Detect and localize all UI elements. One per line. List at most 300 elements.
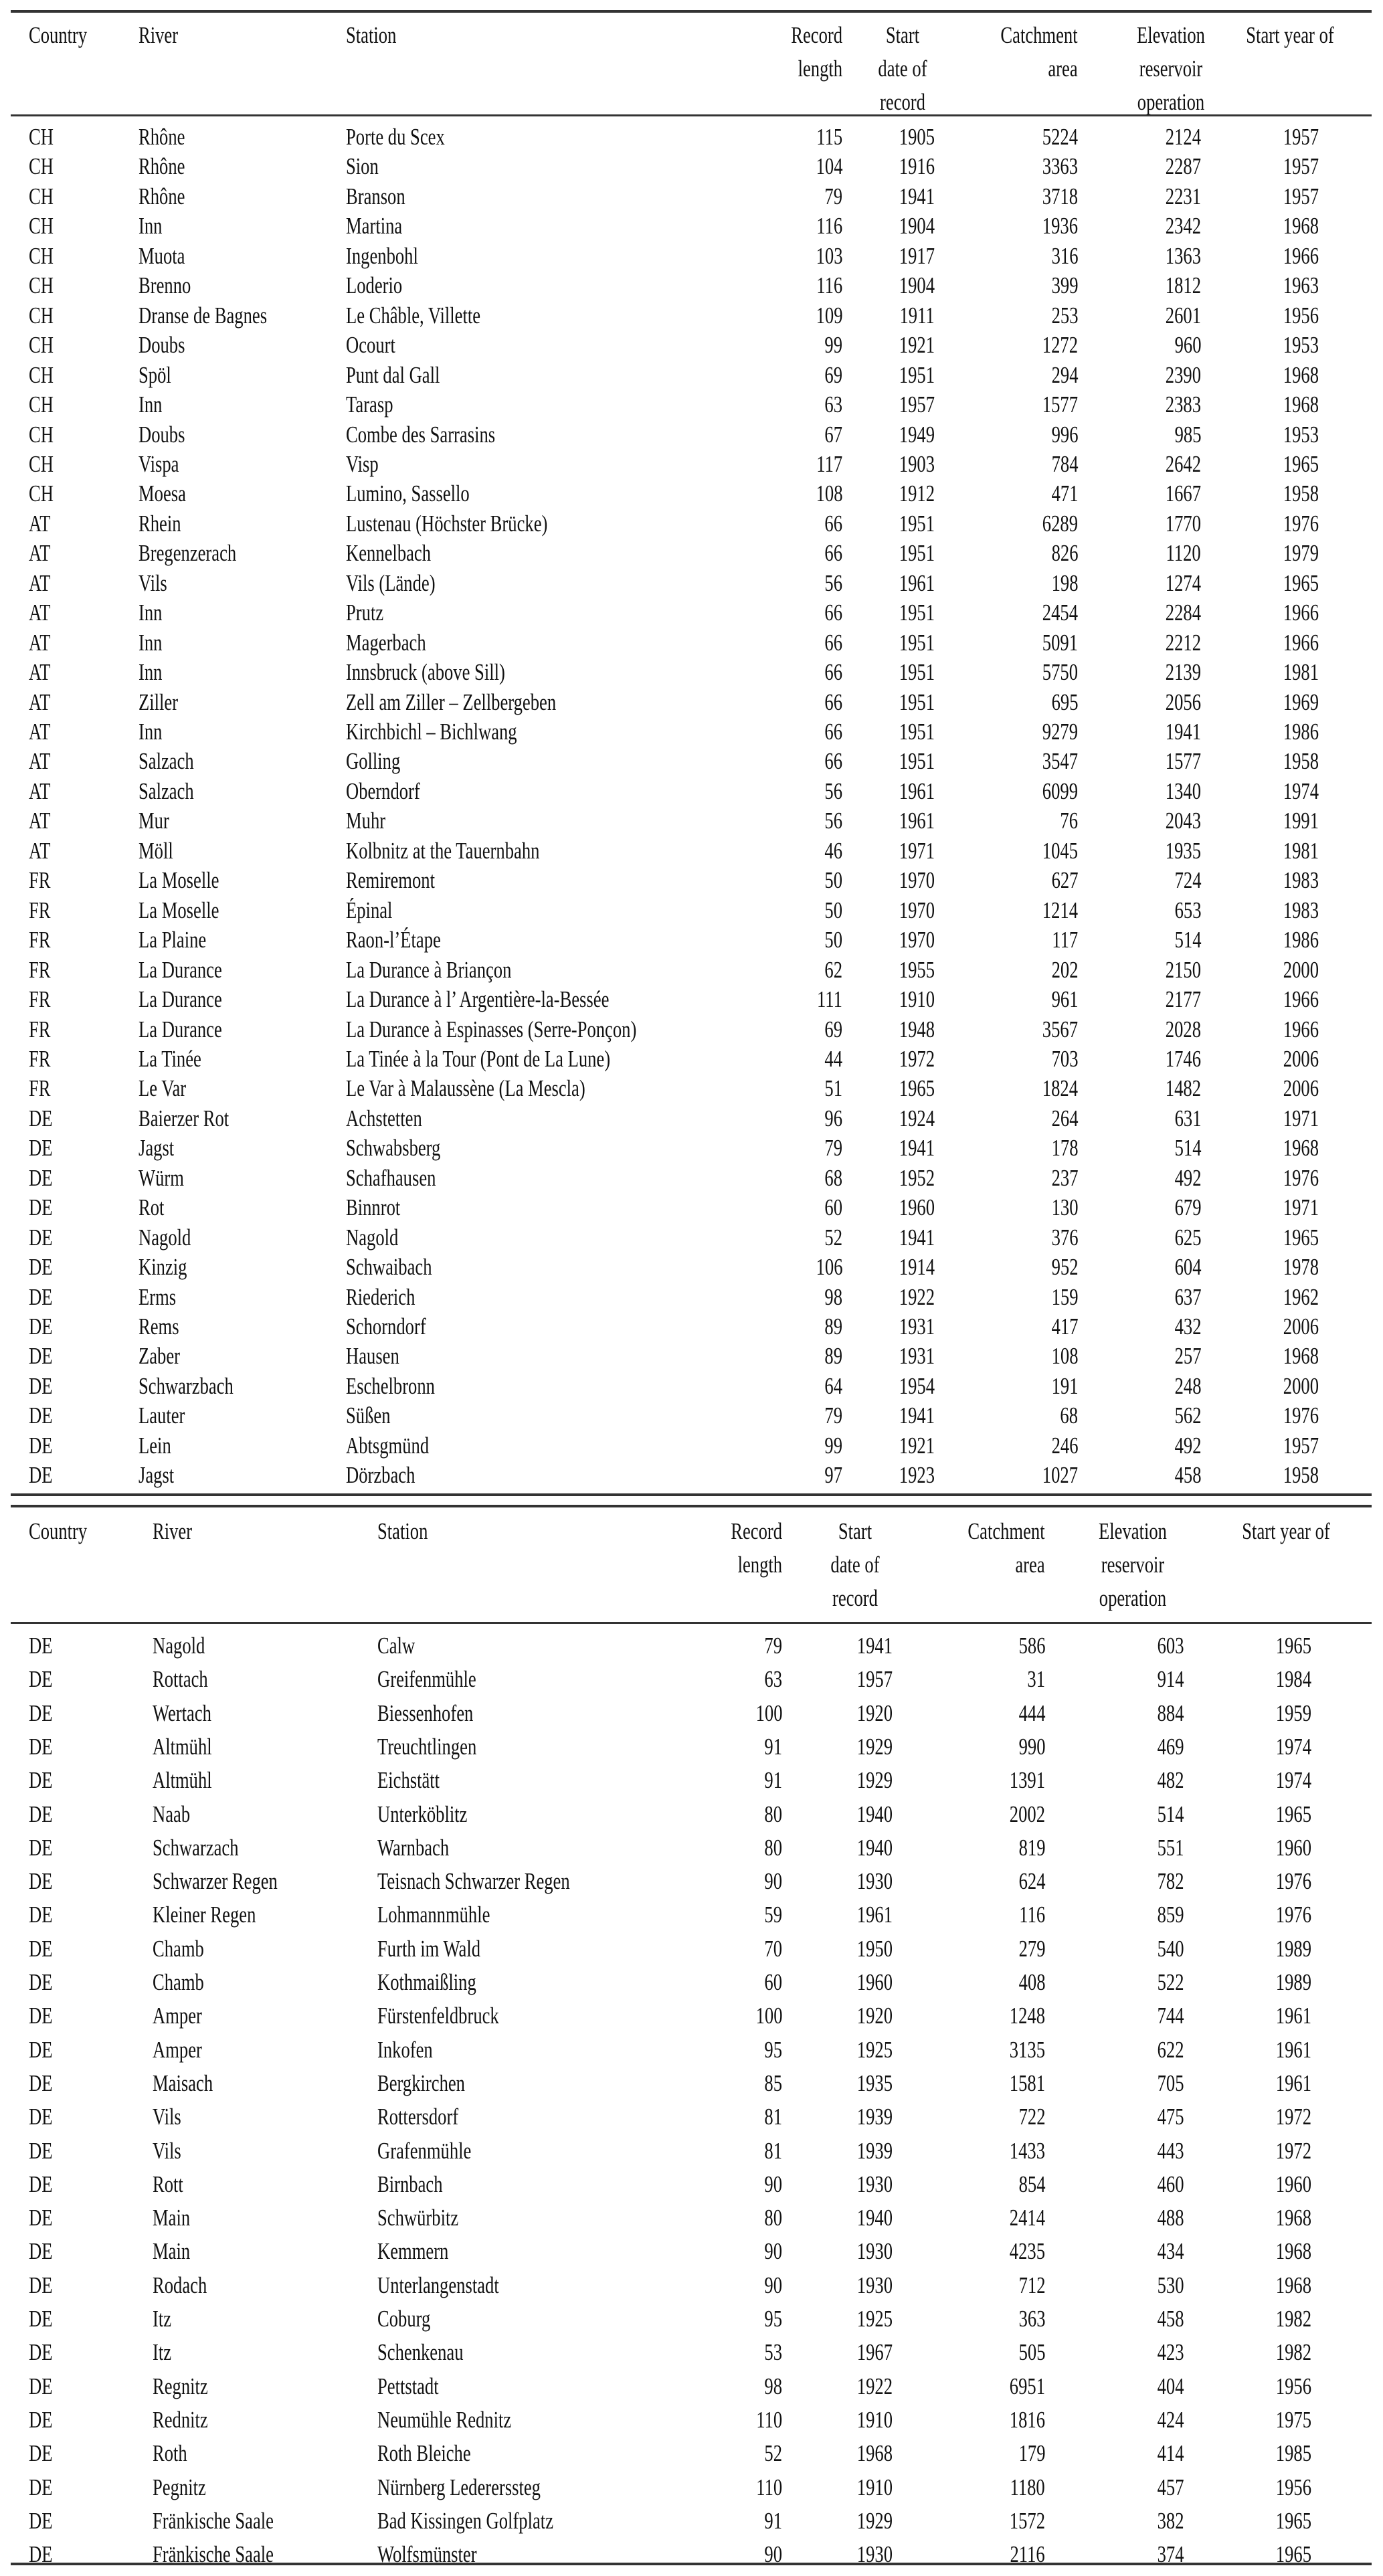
- cell-catchment: [1010, 2170, 1046, 2199]
- cell-text: Schwarzbach: [139, 1372, 234, 1399]
- cell-text: DE: [29, 1224, 53, 1251]
- cell-text: 1983: [1283, 897, 1319, 923]
- cell-text: 60: [824, 1194, 842, 1221]
- cell-text: 703: [1051, 1045, 1078, 1072]
- cell-start-date: [846, 1968, 893, 1997]
- cell-text: 1572: [1009, 2507, 1045, 2534]
- cell-text: CH: [29, 480, 54, 507]
- table-row: [0, 1461, 1383, 1490]
- cell-text: 782: [1157, 1868, 1184, 1895]
- cell-record-length: [819, 1372, 842, 1401]
- cell-text: DE: [29, 1343, 53, 1370]
- cell-start-year: [1265, 2237, 1311, 2266]
- cell-record-length: [759, 2271, 782, 2300]
- cell-start-date: [846, 2271, 893, 2300]
- cell-text: 514: [1174, 927, 1201, 953]
- cell-elevation: [1149, 2170, 1184, 2199]
- cell-text: Nagold: [346, 1224, 399, 1251]
- cell-text: 432: [1174, 1313, 1201, 1340]
- cell-text: Dranse de Bagnes: [139, 302, 268, 329]
- cell-country: [29, 955, 58, 985]
- cell-text: 1969: [1283, 688, 1319, 715]
- cell-start-date: [846, 2506, 893, 2536]
- cell-text: 376: [1051, 1224, 1078, 1251]
- cell-text: 51: [824, 1075, 842, 1102]
- cell-text: 1912: [899, 480, 935, 507]
- cell-river: [139, 301, 308, 331]
- cell-text: 1951: [899, 748, 935, 775]
- cell-start-date: [888, 598, 935, 628]
- cell-record-length: [819, 361, 842, 390]
- cell-record-length: [819, 509, 842, 539]
- cell-text: DE: [29, 2272, 53, 2298]
- cell-text: 90: [764, 1868, 782, 1895]
- cell-start-year: [1272, 1044, 1319, 1074]
- cell-text: Naab: [153, 1801, 191, 1827]
- cell-text: 63: [824, 391, 842, 418]
- cell-station: [377, 2136, 501, 2166]
- cell-text: DE: [29, 1432, 53, 1459]
- cell-text: 85: [764, 2069, 782, 2096]
- cell-station: [346, 152, 389, 181]
- table-row: [0, 182, 1383, 211]
- cell-record-length: [759, 2203, 782, 2233]
- header-line: Record: [791, 22, 842, 48]
- table-row: [0, 1431, 1383, 1461]
- cell-start-date: [888, 122, 935, 152]
- table-row: [0, 1631, 1383, 1661]
- cell-text: 1961: [899, 777, 935, 804]
- cell-start-date: [846, 2102, 893, 2132]
- cell-catchment: [1043, 1253, 1079, 1282]
- cell-river: [139, 1283, 188, 1312]
- table-row: [0, 2540, 1383, 2569]
- cell-text: 1972: [1275, 2137, 1311, 2164]
- cell-country: [29, 1133, 60, 1163]
- cell-text: 1120: [1166, 540, 1201, 567]
- cell-text: Rhône: [139, 183, 185, 209]
- cell-start-year: [1272, 628, 1319, 658]
- column-header-start-year: [1186, 1515, 1383, 1548]
- cell-text: 1972: [899, 1045, 935, 1072]
- cell-text: 1968: [1275, 2238, 1311, 2265]
- cell-start-date: [888, 242, 935, 271]
- cell-text: Salzach: [139, 777, 194, 804]
- table-row: [0, 1766, 1383, 1795]
- cell-country: [29, 509, 58, 539]
- cell-catchment: [1043, 1283, 1079, 1312]
- cell-text: 46: [824, 837, 842, 864]
- cell-country: [29, 2540, 60, 2569]
- cell-record-length: [759, 2237, 782, 2266]
- cell-river: [153, 1867, 317, 1896]
- cell-country: [29, 420, 62, 450]
- cell-text: 1970: [899, 927, 935, 953]
- cell-text: 1989: [1275, 1969, 1311, 1995]
- cell-start-year: [1265, 2506, 1311, 2536]
- cell-start-date: [888, 1372, 935, 1401]
- cell-text: Schwürbitz: [377, 2205, 459, 2231]
- cell-text: 603: [1157, 1633, 1184, 1659]
- cell-elevation: [1166, 1461, 1202, 1490]
- cell-record-length: [819, 866, 842, 895]
- cell-country: [29, 2439, 60, 2468]
- cell-country: [29, 2304, 60, 2334]
- cell-river: [139, 628, 170, 658]
- cell-text: 5091: [1042, 629, 1078, 656]
- cell-text: 1961: [856, 1902, 893, 1928]
- cell-station: [346, 1193, 418, 1222]
- cell-text: 5224: [1042, 124, 1078, 150]
- cell-text: Jagst: [139, 1135, 175, 1162]
- cell-elevation: [1149, 2506, 1184, 2536]
- cell-station: [377, 2372, 458, 2401]
- cell-elevation: [1166, 1133, 1202, 1163]
- cell-station: [346, 1372, 463, 1401]
- cell-catchment: [1031, 628, 1078, 658]
- column-header-station: [346, 19, 412, 52]
- cell-elevation: [1166, 925, 1202, 955]
- cell-country: [29, 1431, 60, 1461]
- cell-text: La Durance à l’ Argentière-la-Bessée: [346, 986, 610, 1013]
- table-row: [0, 420, 1383, 450]
- cell-text: Eschelbronn: [346, 1372, 435, 1399]
- table-row: [0, 2069, 1383, 2098]
- cell-start-date: [888, 1015, 935, 1044]
- header-line: date of: [878, 56, 927, 82]
- cell-text: La Tinée à la Tour (Pont de La Lune): [346, 1045, 611, 1072]
- cell-text: Unterlangenstadt: [377, 2272, 499, 2298]
- cell-start-date: [888, 658, 935, 687]
- cell-record-length: [759, 2338, 782, 2367]
- cell-text: 6289: [1042, 510, 1078, 537]
- cell-record-length: [819, 1342, 842, 1371]
- cell-text: Baierzer Rot: [139, 1105, 229, 1131]
- cell-text: 90: [764, 2171, 782, 2197]
- cell-text: DE: [29, 2205, 53, 2231]
- cell-text: Rottach: [153, 1666, 208, 1693]
- cell-country: [29, 896, 58, 925]
- cell-text: 1979: [1283, 540, 1319, 567]
- cell-text: Oberndorf: [346, 777, 420, 804]
- cell-catchment: [1010, 1934, 1046, 1964]
- cell-start-year: [1272, 450, 1319, 479]
- cell-text: Warnbach: [377, 1834, 450, 1861]
- cell-country: [29, 242, 62, 271]
- cell-text: Remiremont: [346, 867, 435, 894]
- cell-station: [377, 1900, 526, 1930]
- cell-start-year: [1265, 1631, 1311, 1661]
- cell-text: Raon-l’Étape: [346, 927, 441, 953]
- cell-text: 1667: [1165, 480, 1201, 507]
- cell-text: 1951: [899, 540, 935, 567]
- cell-start-year: [1265, 2304, 1311, 2334]
- cell-text: 1983: [1283, 867, 1319, 894]
- cell-river: [139, 361, 181, 390]
- cell-catchment: [1031, 1074, 1078, 1103]
- cell-text: AT: [29, 510, 51, 537]
- cell-river: [139, 866, 244, 895]
- cell-text: AT: [29, 777, 51, 804]
- cell-country: [29, 1699, 60, 1728]
- cell-catchment: [1043, 985, 1079, 1014]
- cell-country: [29, 866, 58, 895]
- cell-text: 1965: [1283, 450, 1319, 477]
- cell-river: [153, 2271, 224, 2300]
- cell-text: Nürnberg Ledererssteg: [377, 2474, 541, 2500]
- cell-start-date: [888, 628, 935, 658]
- cell-river: [139, 806, 179, 836]
- cell-text: Maisach: [153, 2069, 213, 2096]
- cell-text: Achstetten: [346, 1105, 422, 1131]
- cell-start-date: [888, 1283, 935, 1312]
- cell-station: [377, 1732, 508, 1762]
- cell-start-year: [1272, 1223, 1319, 1253]
- cell-river: [153, 2203, 202, 2233]
- cell-text: 1770: [1165, 510, 1201, 537]
- cell-catchment: [998, 2203, 1045, 2233]
- cell-river: [153, 2001, 217, 2031]
- cell-text: 514: [1157, 1801, 1184, 1827]
- cell-text: 586: [1018, 1633, 1045, 1659]
- cell-river: [139, 331, 199, 360]
- cell-text: Inn: [139, 213, 163, 240]
- table-row: [0, 1665, 1383, 1694]
- cell-start-year: [1265, 1934, 1311, 1964]
- cell-country: [29, 2237, 60, 2266]
- header-line: Elevation: [1137, 22, 1205, 48]
- cell-start-date: [846, 2540, 893, 2569]
- cell-text: 1581: [1009, 2069, 1045, 2096]
- cell-start-date: [846, 1900, 893, 1930]
- table-row: [0, 569, 1383, 598]
- cell-catchment: [1010, 2102, 1046, 2132]
- cell-text: 2000: [1283, 1372, 1319, 1399]
- cell-text: Doubs: [139, 332, 185, 359]
- cell-text: 1959: [1275, 1699, 1311, 1726]
- cell-text: Inn: [139, 629, 163, 656]
- cell-catchment: [998, 2506, 1045, 2536]
- cell-text: 103: [816, 242, 842, 269]
- cell-text: 1976: [1275, 1902, 1311, 1928]
- cell-text: 1960: [1275, 1834, 1311, 1861]
- cell-text: 530: [1157, 2272, 1184, 2298]
- cell-text: Inn: [139, 719, 163, 745]
- cell-text: 1027: [1042, 1462, 1078, 1489]
- cell-record-length: [759, 2540, 782, 2569]
- cell-text: 1962: [1283, 1283, 1319, 1310]
- cell-record-length: [819, 182, 842, 211]
- cell-station: [377, 1665, 507, 1694]
- cell-station: [346, 271, 420, 300]
- cell-start-year: [1265, 2338, 1311, 2367]
- cell-text: 1433: [1009, 2137, 1045, 2164]
- cell-record-length: [819, 1133, 842, 1163]
- cell-record-length: [808, 450, 842, 479]
- cell-record-length: [819, 1312, 842, 1342]
- cell-text: Roth Bleiche: [377, 2440, 471, 2467]
- table-row: [0, 271, 1383, 300]
- header-line: Catchment: [967, 1518, 1045, 1544]
- cell-river: [139, 717, 170, 747]
- table-row: [0, 1193, 1383, 1222]
- cell-text: 66: [824, 748, 842, 775]
- cell-text: 69: [824, 361, 842, 388]
- cell-station: [346, 1283, 437, 1312]
- cell-elevation: [1149, 2338, 1184, 2367]
- table-row: [0, 1074, 1383, 1103]
- cell-text: Amper: [153, 2036, 202, 2063]
- cell-text: 1966: [1283, 629, 1319, 656]
- cell-text: Schwabsberg: [346, 1135, 441, 1162]
- cell-text: Kleiner Regen: [153, 1902, 256, 1928]
- cell-catchment: [1043, 866, 1079, 895]
- cell-text: Combe des Sarrasins: [346, 421, 496, 448]
- cell-text: Nagold: [139, 1224, 191, 1251]
- cell-text: 68: [824, 1164, 842, 1191]
- cell-text: Brenno: [139, 272, 191, 299]
- cell-station: [346, 420, 543, 450]
- cell-text: DE: [29, 2306, 53, 2332]
- cell-text: Inn: [139, 659, 163, 686]
- table-row: [0, 598, 1383, 628]
- cell-catchment: [999, 2540, 1045, 2569]
- cell-station: [377, 2271, 537, 2300]
- cell-text: CH: [29, 272, 54, 299]
- cell-record-length: [819, 1104, 842, 1133]
- cell-text: 89: [824, 1313, 842, 1340]
- cell-catchment: [1031, 1461, 1078, 1490]
- cell-start-date: [846, 2473, 893, 2502]
- cell-text: 9279: [1042, 719, 1078, 745]
- cell-text: 1965: [1275, 2541, 1311, 2568]
- cell-text: FR: [29, 1075, 51, 1102]
- cell-station: [377, 1833, 472, 1863]
- table-row: [0, 1900, 1383, 1930]
- cell-station: [346, 1401, 405, 1431]
- cell-river: [139, 658, 170, 687]
- cell-text: 1974: [1283, 777, 1319, 804]
- cell-text: 1974: [1275, 1733, 1311, 1760]
- cell-record-length: [819, 569, 842, 598]
- table-row: [0, 1867, 1383, 1896]
- cell-text: 104: [816, 153, 842, 180]
- cell-text: 237: [1051, 1164, 1078, 1191]
- cell-text: 482: [1157, 1767, 1184, 1794]
- cell-text: Le Châble, Villette: [346, 302, 481, 329]
- cell-elevation: [1166, 1431, 1202, 1461]
- cell-text: DE: [29, 1633, 53, 1659]
- cell-text: 1976: [1283, 1164, 1319, 1191]
- top-rule: [11, 10, 1372, 13]
- cell-text: 540: [1157, 1935, 1184, 1962]
- cell-start-year: [1265, 1732, 1311, 1762]
- cell-country: [29, 688, 58, 717]
- table-row: [0, 1223, 1383, 1253]
- cell-catchment: [1010, 2271, 1046, 2300]
- cell-text: 1905: [899, 124, 935, 150]
- cell-text: Inn: [139, 391, 163, 418]
- cell-record-length: [759, 2506, 782, 2536]
- header-line: Country: [29, 22, 88, 48]
- cell-text: Süßen: [346, 1402, 391, 1429]
- cell-country: [29, 1665, 60, 1694]
- table-row: [0, 2170, 1383, 2199]
- cell-start-year: [1272, 1431, 1319, 1461]
- cell-station: [346, 390, 408, 420]
- cell-text: 1272: [1042, 332, 1078, 359]
- cell-text: 624: [1018, 1868, 1045, 1895]
- cell-river: [139, 1312, 192, 1342]
- cell-text: 1340: [1165, 777, 1201, 804]
- cell-text: 1958: [1283, 1462, 1319, 1489]
- cell-country: [29, 1044, 58, 1074]
- cell-text: 505: [1018, 2339, 1045, 2366]
- cell-catchment: [998, 1766, 1045, 1795]
- cell-text: Altmühl: [153, 1733, 212, 1760]
- cell-start-year: [1272, 1253, 1319, 1282]
- cell-start-year: [1265, 2203, 1311, 2233]
- cell-start-year: [1272, 361, 1319, 390]
- cell-start-date: [888, 390, 935, 420]
- cell-text: 1812: [1165, 272, 1201, 299]
- cell-text: Punt dal Gall: [346, 361, 440, 388]
- cell-text: 1931: [899, 1313, 935, 1340]
- cell-text: 1985: [1275, 2440, 1311, 2467]
- cell-elevation: [1149, 1665, 1184, 1694]
- cell-start-year: [1272, 836, 1319, 866]
- cell-text: La Durance à Espinasses (Serre-Ponçon): [346, 1016, 637, 1042]
- cell-text: 1984: [1275, 1666, 1311, 1693]
- cell-text: 44: [824, 1045, 842, 1072]
- cell-text: 492: [1174, 1164, 1201, 1191]
- column-header-country: [29, 19, 106, 52]
- cell-start-year: [1265, 2102, 1311, 2132]
- cell-river: [153, 1665, 225, 1694]
- cell-text: 264: [1051, 1105, 1078, 1131]
- cell-elevation: [1149, 1833, 1184, 1863]
- cell-text: 1966: [1283, 600, 1319, 626]
- cell-text: 1961: [1275, 2069, 1311, 2096]
- cell-text: 1904: [899, 272, 935, 299]
- cell-text: Furth im Wald: [377, 1935, 481, 1962]
- cell-station: [346, 1074, 661, 1103]
- table-row: [0, 242, 1383, 271]
- cell-elevation: [1154, 1074, 1201, 1103]
- cell-start-year: [1272, 539, 1319, 568]
- cell-text: DE: [29, 1135, 53, 1162]
- cell-text: AT: [29, 540, 51, 567]
- cell-record-length: [819, 1074, 842, 1103]
- cell-elevation: [1166, 1372, 1202, 1401]
- cell-river: [153, 1699, 230, 1728]
- cell-text: 316: [1051, 242, 1078, 269]
- cell-start-date: [846, 1867, 893, 1896]
- cell-text: 1924: [899, 1105, 935, 1131]
- cell-text: 1180: [1010, 2474, 1045, 2500]
- cell-text: 116: [816, 213, 842, 240]
- header-line: Start year of: [1246, 22, 1334, 48]
- cell-record-length: [819, 539, 842, 568]
- table-row: [0, 2405, 1383, 2435]
- cell-text: 79: [764, 1633, 782, 1659]
- cell-text: 423: [1157, 2339, 1184, 2366]
- cell-text: La Tinée: [139, 1045, 201, 1072]
- cell-station: [346, 450, 389, 479]
- cell-text: 95: [764, 2036, 782, 2063]
- cell-text: 99: [824, 1432, 842, 1459]
- cell-text: 985: [1174, 421, 1201, 448]
